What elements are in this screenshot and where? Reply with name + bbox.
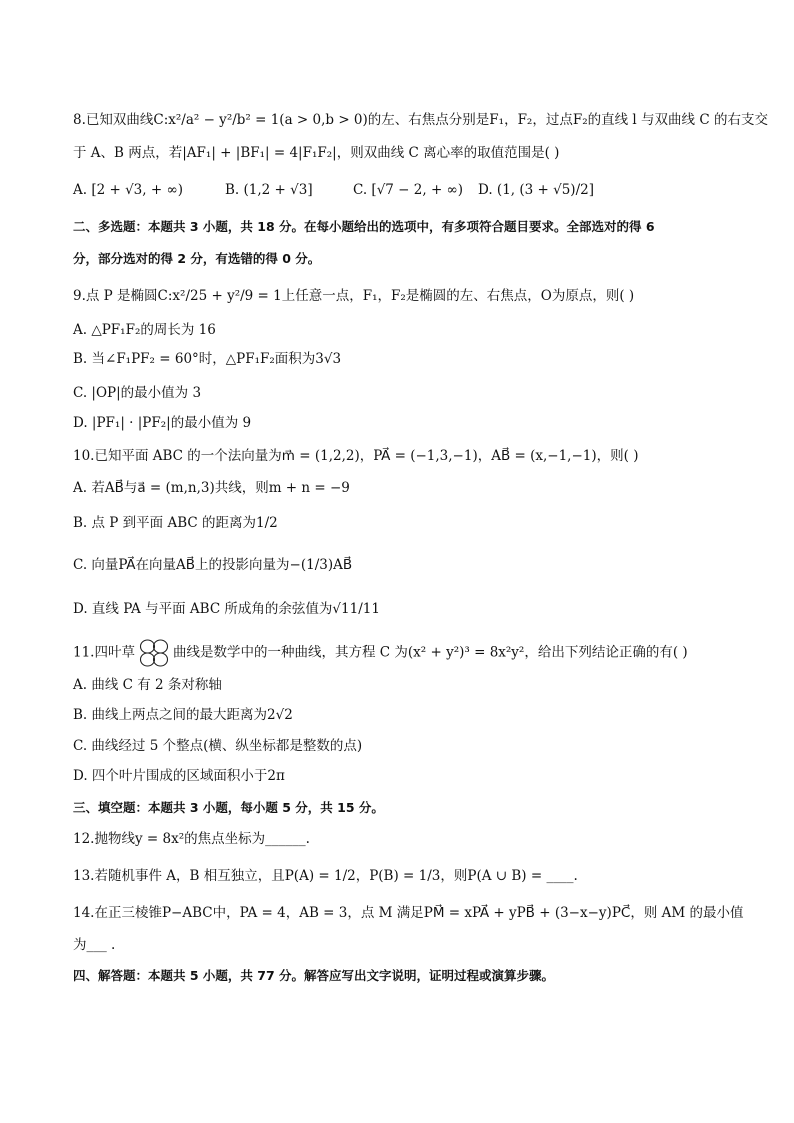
section2-heading-line2: 分，部分选对的得 2 分，有选错的得 0 分。	[73, 251, 321, 266]
q13-stem: 13.若随机事件 A，B 相互独立，且P(A) = 1/2，P(B) = 1/3，则P(A ∪ B) = ____.	[73, 868, 578, 884]
q11-stem-before: 11.四叶草	[73, 644, 135, 661]
q10-stem: 10.已知平面 ABC 的一个法向量为m⃗ = (1,2,2)，PA⃗ = (−1,3,−1)，AB⃗ = (x,−1,−1)，则( )	[73, 448, 639, 464]
q8-option-c: C. [√7 − 2, + ∞)	[353, 182, 464, 198]
q11-option-b: B. 曲线上两点之间的最大距离为2√2	[73, 707, 293, 723]
q9-option-d: D. |PF₁| · |PF₂|的最小值为 9	[73, 415, 252, 431]
q11-option-c: C. 曲线经过 5 个整点(横、纵坐标都是整数的点)	[73, 738, 363, 754]
four-leaf-clover-icon	[137, 638, 171, 668]
q14-stem-line2: 为___ .	[73, 937, 116, 953]
q8-options	[73, 181, 594, 199]
q8-option-d: D. (1, (3 + √5)/2]	[478, 182, 594, 198]
q10-option-d: D. 直线 PA 与平面 ABC 所成角的余弦值为√11/11	[73, 601, 380, 617]
q9-option-c: C. |OP|的最小值为 3	[73, 385, 202, 401]
q11-option-a: A. 曲线 C 有 2 条对称轴	[73, 677, 222, 693]
section3-heading: 三、填空题：本题共 3 小题，每小题 5 分，共 15 分。	[73, 800, 384, 815]
q14-stem-line1: 14.在正三棱锥P−ABC中，PA = 4，AB = 3，点 M 满足PM⃗ = xPA⃗ + yPB⃗ + (3−x−y)PC⃗，则 AM 的最小值	[73, 905, 744, 921]
q8-stem-line1: 8.已知双曲线C:x²/a² − y²/b² = 1(a > 0,b > 0)的左、右焦点分别是F₁，F₂，过点F₂的直线 l 与双曲线 C 的右支交	[73, 112, 768, 128]
q10-option-a: A. 若AB⃗与a⃗ = (m,n,3)共线，则m + n = −9	[73, 480, 350, 496]
q9-option-b: B. 当∠F₁PF₂ = 60°时，△PF₁F₂面积为3√3	[73, 351, 342, 367]
q8-stem-line2: 于 A、B 两点，若|AF₁| + |BF₁| = 4|F₁F₂|，则双曲线 C 离心率的取值范围是( )	[73, 145, 560, 161]
q11-stem	[73, 638, 688, 668]
q10-option-b: B. 点 P 到平面 ABC 的距离为1/2	[73, 515, 278, 531]
q12-stem: 12.抛物线y = 8x²的焦点坐标为______.	[73, 831, 310, 847]
section4-heading: 四、解答题：本题共 5 小题，共 77 分。解答应写出文字说明，证明过程或演算步骤。	[73, 968, 555, 983]
q9-stem: 9.点 P 是椭圆C:x²/25 + y²/9 = 1上任意一点，F₁，F₂是椭圆的左、右焦点，O为原点，则( )	[73, 288, 635, 304]
q8-option-a: A. [2 + √3, + ∞)	[73, 182, 183, 198]
q10-option-c: C. 向量PA⃗在向量AB⃗上的投影向量为−(1/3)AB⃗	[73, 557, 353, 573]
q9-option-a: A. △PF₁F₂的周长为 16	[73, 322, 216, 338]
q8-option-b: B. (1,2 + √3]	[225, 182, 313, 198]
section2-heading-line1: 二、多选题：本题共 3 小题，共 18 分。在每小题给出的选项中，有多项符合题目要求。全部选对的得 6	[73, 219, 655, 234]
q11-stem-after: 曲线是数学中的一种曲线，其方程 C 为(x² + y²)³ = 8x²y²，给出下列结论正确的有( )	[172, 644, 688, 661]
q11-option-d: D. 四个叶片围成的区域面积小于2π	[73, 768, 285, 784]
